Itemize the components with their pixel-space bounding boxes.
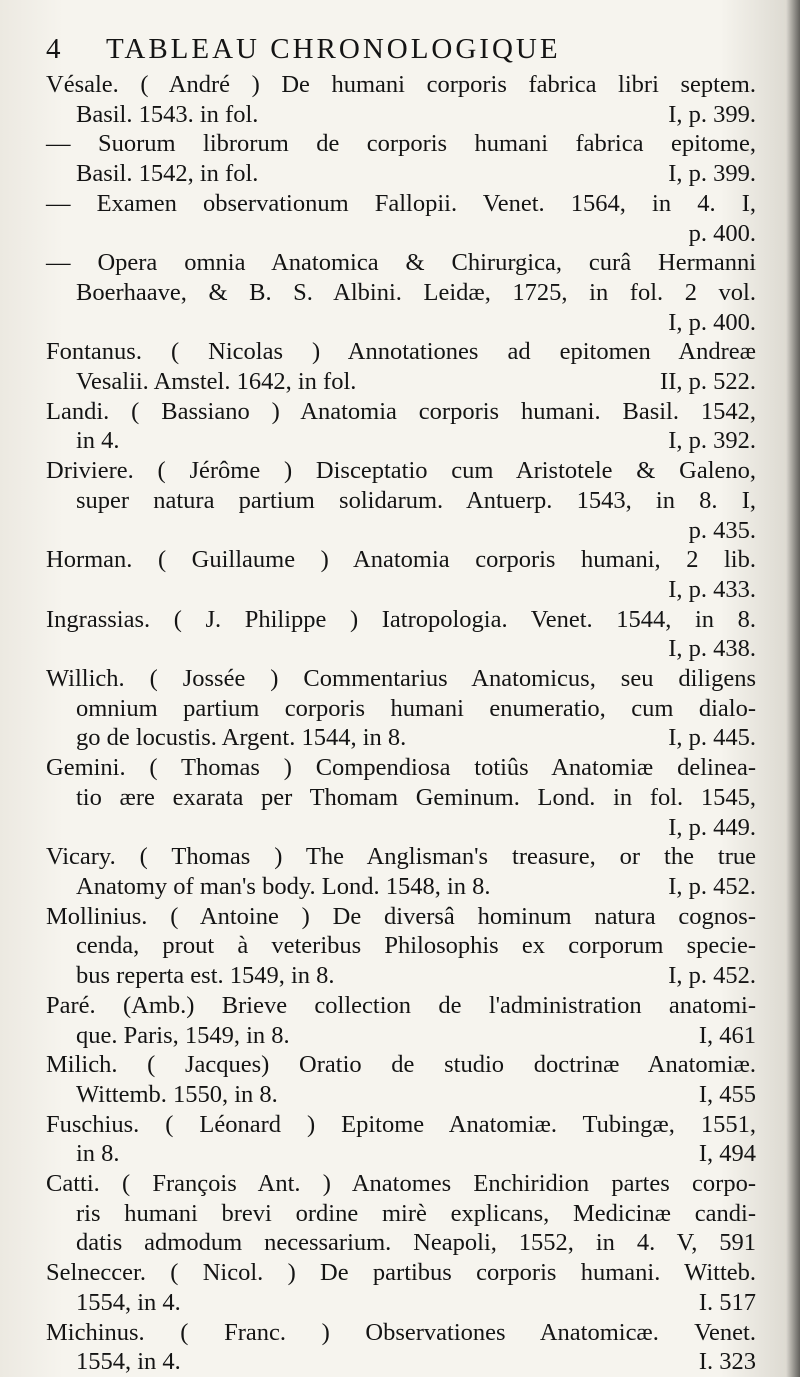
text-line [46,189,756,219]
text-line [46,931,756,961]
text-line [46,1258,756,1288]
line-text: Milich. ( Jacques) Oratio de studio doctrinæ Anatomiæ. [46,1051,756,1079]
text-line [46,1347,756,1377]
line-text: Vesalii. Amstel. 1642, in fol. [76,368,357,396]
text-line [46,961,756,991]
line-text: Fontanus. ( Nicolas ) Annotationes ad epitomen Andreæ [46,338,756,366]
line-text: Gemini. ( Thomas ) Compendiosa totiûs Anatomiæ delinea- [46,754,756,782]
text-line [46,129,756,159]
volume-page-reference: I, p. 399. [668,100,756,128]
text-line [46,813,756,843]
text-line [46,664,756,694]
text-line [46,1318,756,1348]
text-line [46,397,756,427]
line-text: Landi. ( Bassiano ) Anatomia corporis humani. Basil. 1542, [46,397,756,425]
text-line [46,308,756,338]
text-line [46,456,756,486]
text-line [46,1080,756,1110]
volume-page-reference: I, p. 399. [668,160,756,188]
line-text: — Suorum librorum de corporis humani fabrica epitome, [46,130,756,158]
line-text: go de locustis. Argent. 1544, in 8. [76,724,407,752]
text-line [46,486,756,516]
text-line [46,902,756,932]
text-line [46,1199,756,1229]
text-line [46,723,756,753]
bibliography-list [46,70,756,1377]
text-line [46,634,756,664]
text-line [46,783,756,813]
text-line [46,1228,756,1258]
line-text: Vésale. ( André ) De humani corporis fabrica libri septem. [46,71,756,98]
line-text: in 4. [76,427,120,455]
line-text: Horman. ( Guillaume ) Anatomia corporis humani, 2 lib. [46,546,756,574]
text-line [46,248,756,278]
line-text: Mollinius. ( Antoine ) De diversâ hominum natura cognos- [46,902,756,930]
line-text: Wittemb. 1550, in 8. [76,1080,278,1108]
volume-page-reference: II, p. 522. [660,368,756,396]
running-title: TABLEAU CHRONOLOGIQUE [106,33,561,65]
line-text: Willich. ( Jossée ) Commentarius Anatomicus, seu diligens [46,665,756,693]
line-text: Fuschius. ( Léonard ) Epitome Anatomiæ. Tubingæ, 1551, [46,1110,756,1138]
volume-page-reference: I, 461 [698,1021,756,1049]
line-text: Basil. 1543. in fol. [76,100,259,128]
text-line [46,545,756,575]
line-text: Catti. ( François Ant. ) Anatomes Enchiridion partes corpo- [46,1170,756,1198]
text-line [46,1139,756,1169]
line-text: p. 435. [688,516,756,544]
line-text: bus reperta est. 1549, in 8. [76,962,335,990]
line-text: omnium partium corporis humani enumeratio, cum dialo- [76,694,756,722]
text-line [46,1288,756,1318]
line-text: Anatomy of man's body. Lond. 1548, in 8. [76,872,491,900]
line-text: Vicary. ( Thomas ) The Anglisman's treasure, or the true [46,843,756,871]
line-text: 1554, in 4. [76,1288,181,1316]
text-line [46,367,756,397]
line-text: Ingrassias. ( J. Philippe ) Iatropologia. Venet. 1544, in 8. [46,605,756,633]
line-text: Michinus. ( Franc. ) Observationes Anatomicæ. Venet. [46,1318,756,1346]
line-text: cenda, prout à veteribus Philosophis ex corporum specie- [76,932,756,960]
line-text: Boerhaave, & B. S. Albini. Leidæ, 1725, in fol. 2 vol. [76,278,756,306]
text-line [46,605,756,635]
page-edge-shadow [786,0,800,1377]
line-text: p. 400. [688,219,756,247]
volume-page-reference: I. 517 [698,1288,756,1316]
text-line [46,516,756,546]
volume-page-reference: I, 455 [698,1080,756,1108]
line-text: — Examen observationum Fallopii. Venet. 1564, in 4. I, [46,189,756,217]
text-line [46,1169,756,1199]
line-text: I, p. 438. [668,635,756,663]
page-header [46,32,756,66]
volume-page-reference: I, p. 452. [668,962,756,990]
line-text: I, p. 449. [668,813,756,841]
text-line [46,100,756,130]
volume-page-reference: I, p. 445. [668,724,756,752]
line-text: 1554, in 4. [76,1348,181,1376]
text-line [46,426,756,456]
text-line [46,337,756,367]
text-line [46,1050,756,1080]
line-text: I, p. 400. [668,308,756,336]
line-text: Paré. (Amb.) Brieve collection de l'administration anatomi- [46,991,756,1019]
text-line [46,991,756,1021]
line-text: in 8. [76,1140,120,1168]
volume-page-reference: I, p. 452. [668,872,756,900]
text-line [46,872,756,902]
text-line [46,1021,756,1051]
line-text: ris humani brevi ordine mirè explicans, Medicinæ candi- [76,1199,756,1227]
line-text: I, p. 433. [668,575,756,603]
text-line [46,753,756,783]
text-line [46,219,756,249]
volume-page-reference: I, 494 [698,1140,756,1168]
line-text: Selneccer. ( Nicol. ) De partibus corporis humani. Witteb. [46,1259,756,1287]
text-line [46,70,756,100]
line-text: Basil. 1542, in fol. [76,160,259,188]
line-text: — Opera omnia Anatomica & Chirurgica, curâ Hermanni [46,249,756,277]
line-text: super natura partium solidarum. Antuerp. 1543, in 8. I, [76,486,756,514]
text-line [46,159,756,189]
text-line [46,278,756,308]
text-line [46,694,756,724]
text-line [46,842,756,872]
page-number: 4 [46,33,64,65]
volume-page-reference: I, p. 392. [668,427,756,455]
text-line [46,1110,756,1140]
line-text: que. Paris, 1549, in 8. [76,1021,290,1049]
line-text: tio ære exarata per Thomam Geminum. Lond. in fol. 1545, [76,783,756,811]
line-text: datis admodum necessarium. Neapoli, 1552, in 4. V, 591 [76,1229,756,1257]
line-text: Driviere. ( Jérôme ) Disceptatio cum Aristotele & Galeno, [46,457,756,485]
volume-page-reference: I. 323 [698,1348,756,1376]
text-line [46,575,756,605]
